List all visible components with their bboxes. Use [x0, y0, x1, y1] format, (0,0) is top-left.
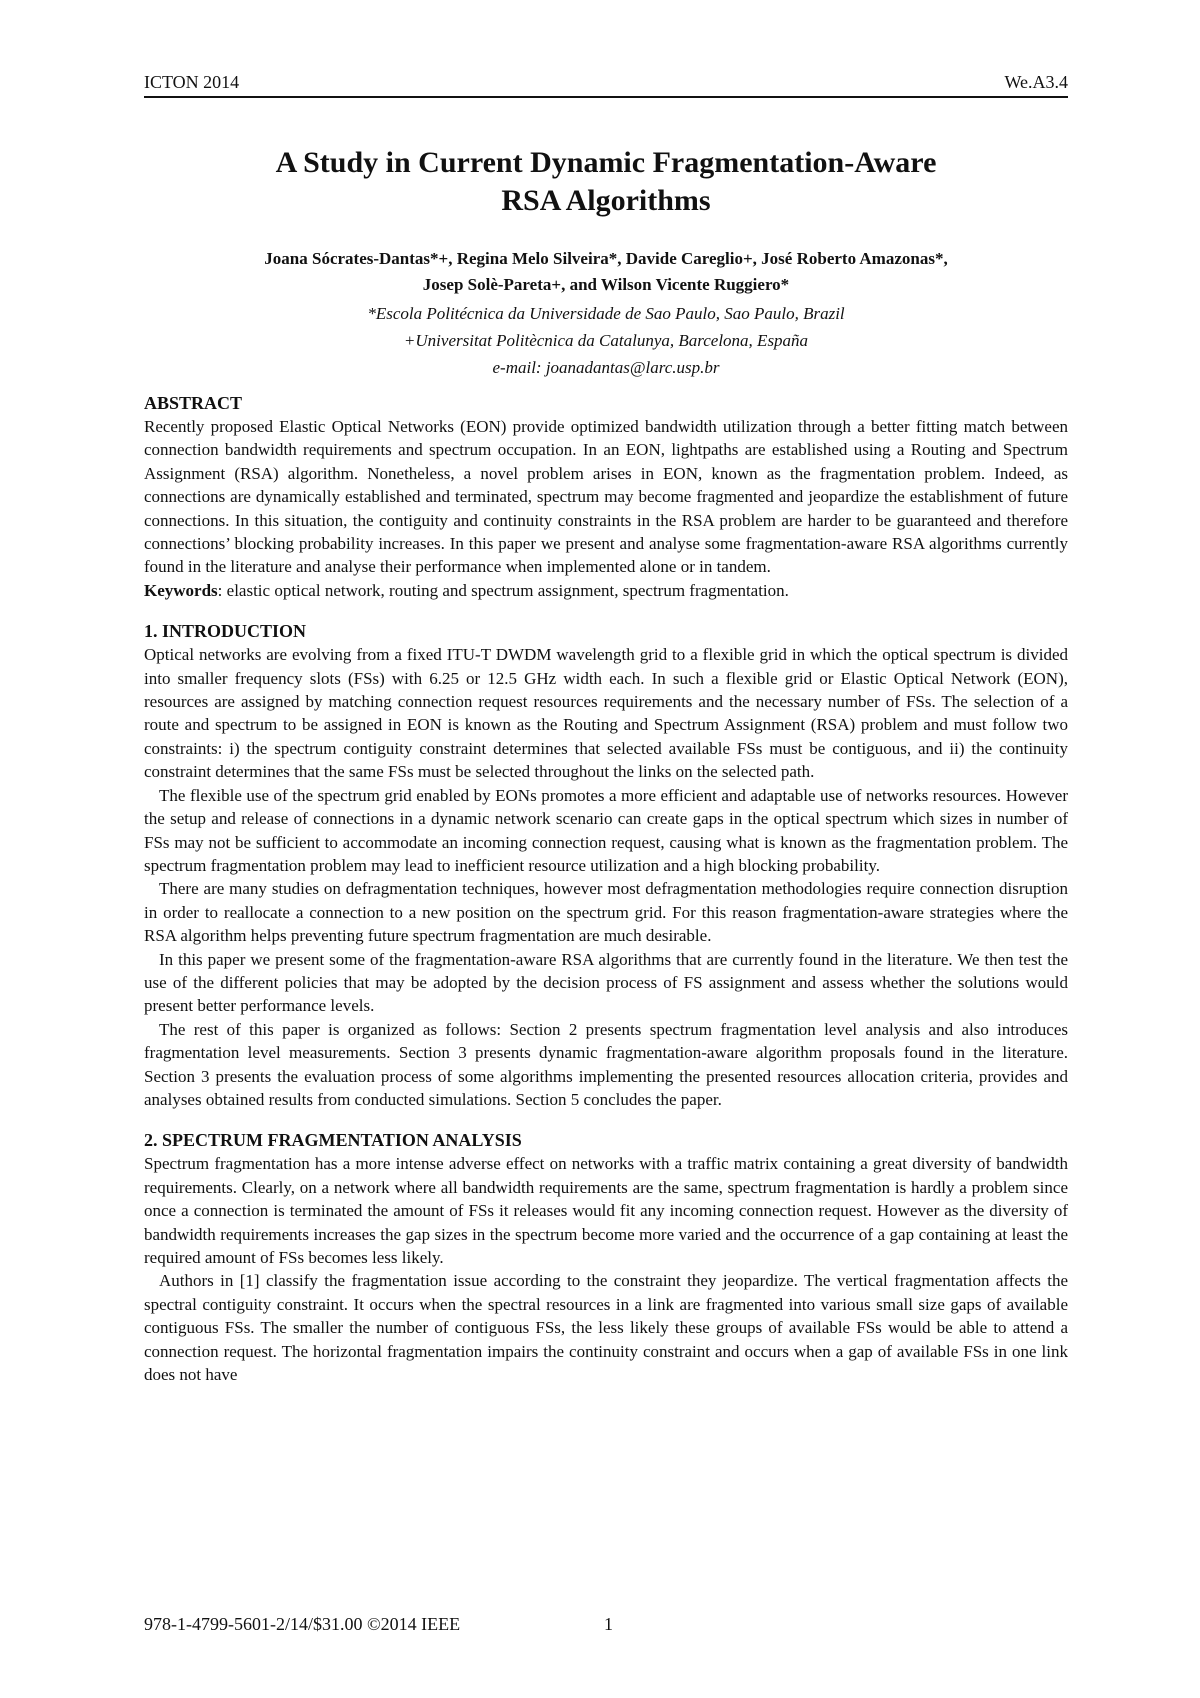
copyright-notice: 978-1-4799-5601-2/14/$31.00 ©2014 IEEE	[144, 1614, 461, 1634]
page-number: 1	[604, 1614, 613, 1634]
keywords	[144, 579, 1068, 602]
section-1-heading: 1. INTRODUCTION	[144, 621, 307, 642]
authors-line-2: Josep Solè-Pareta+, and Wilson Vicente Ruggiero*	[422, 275, 790, 294]
section-2-paragraph: Spectrum fragmentation has a more intense adverse effect on networks with a traffic matrix containing a great diversity of bandwidth requirements. Clearly, on a network where all bandwidth requirements are the same, spectrum fragmentation is hardly a problem since once a connection is terminated the amount of FSs it releases would fit any incoming connection request. However as the diversity of bandwidth requirements increases the gap sizes in the spectrum become more varied and the occurrence of a gap containing at least the required amount of FSs becomes less likely.	[144, 1154, 1068, 1267]
authors-line-1: Joana Sócrates-Dantas*+, Regina Melo Silveira*, Davide Careglio+, José Roberto Amazonas*,	[264, 249, 948, 268]
abstract-heading: ABSTRACT	[144, 393, 243, 413]
conference-name: ICTON 2014	[144, 72, 240, 92]
section-2-paragraph: Authors in [1] classify the fragmentation issue according to the constraint they jeopardize. The vertical fragmentation affects the spectral contiguity constraint. It occurs when the spectral resources in a link are fragmented into various small size gaps of available contiguous FSs. The smaller the number of contiguous FSs, the less likely these groups of available FSs would be able to attend a connection request. The horizontal fragmentation impairs the continuity constraint and occurs when a gap of available FSs in one link does not have	[144, 1271, 1068, 1385]
section-1-paragraph: The rest of this paper is organized as follows: Section 2 presents spectrum fragmentation level analysis and also introduces fragmentation level measurements. Section 3 presents dynamic fragmentation-aware algorithm proposals found in the literature. Section 3 presents the evaluation process of some algorithms implementing the presented resources allocation criteria, provides and analyses obtained results from conducted simulations. Section 5 concludes the paper.	[144, 1019, 1068, 1109]
affiliation-2: +Universitat Politècnica da Catalunya, Barcelona, España	[403, 331, 809, 350]
paper-body	[144, 392, 1068, 1386]
section-2-heading: 2. SPECTRUM FRAGMENTATION ANALYSIS	[144, 1130, 522, 1151]
title-line-1: A Study in Current Dynamic Fragmentation-Aware	[275, 146, 937, 179]
section-1-paragraph: There are many studies on defragmentation techniques, however most defragmentation methodologies require connection disruption in order to reallocate a connection to a new position on the spectrum grid. For this reason fragmentation-aware strategies where the RSA algorithm helps preventing future spectrum fragmentation are much desirable.	[144, 879, 1068, 946]
paper-title	[144, 144, 1068, 220]
keywords-label: Keywords	[144, 580, 218, 600]
affiliation-1: *Escola Politécnica da Universidade de Sao Paulo, Sao Paulo, Brazil	[367, 304, 845, 323]
paper-code: We.A3.4	[1004, 72, 1068, 92]
keywords-text: : elastic optical network, routing and spectrum assignment, spectrum fragmentation.	[217, 580, 789, 600]
section-1-paragraph: The flexible use of the spectrum grid enabled by EONs promotes a more efficient and adaptable use of networks resources. However the setup and release of connections in a dynamic network scenario can create gaps in the optical spectrum which sizes in number of FSs may not be sufficient to accommodate an incoming connection request, causing what is known as the fragmentation problem. The spectrum fragmentation problem may lead to inefficient resource utilization and a high blocking probability.	[144, 785, 1068, 875]
running-header	[144, 72, 1068, 98]
abstract-text: Recently proposed Elastic Optical Networks (EON) provide optimized bandwidth utilization through a better fitting match between connection bandwidth requirements and spectrum occupation. In an EON, lightpaths are established using a Routing and Spectrum Assignment (RSA) algorithm. Nonetheless, a novel problem arises in EON, known as the fragmentation problem. Indeed, as connections are dynamically established and terminated, spectrum may become fragmented and jeopardize the establishment of future connections. In this situation, the contiguity and continuity constraints in the RSA problem are harder to be guaranteed and therefore connections’ blocking probability increases. In this paper we present and analyse some fragmentation-aware RSA algorithms currently found in the literature and analyse their performance when implemented alone or in tandem.	[144, 417, 1068, 577]
affiliations	[144, 300, 1068, 381]
section-1-paragraph: Optical networks are evolving from a fixed ITU-T DWDM wavelength grid to a flexible grid in which the optical spectrum is divided into smaller frequency slots (FSs) with 6.25 or 12.5 GHz width each. In such a flexible grid or Elastic Optical Network (EON), resources are assigned by matching connection request resources requirements and the necessary number of FSs. The selection of a route and spectrum to be assigned in EON is known as the Routing and Spectrum Assignment (RSA) problem and must follow two constraints: i) the spectrum contiguity constraint determines that selected available FSs must be contiguous, and ii) the continuity constraint determines that the same FSs must be selected throughout the links on the selected path.	[144, 645, 1068, 782]
author-list	[144, 246, 1068, 298]
section-1-paragraph: In this paper we present some of the fragmentation-aware RSA algorithms that are currently found in the literature. We then test the use of the different policies that may be adopted by the decision process of FS assignment and assess whether the solutions would present better performance levels.	[144, 949, 1068, 1016]
title-line-2: RSA Algorithms	[501, 184, 711, 217]
contact-email: e-mail: joanadantas@larc.usp.br	[492, 358, 720, 377]
